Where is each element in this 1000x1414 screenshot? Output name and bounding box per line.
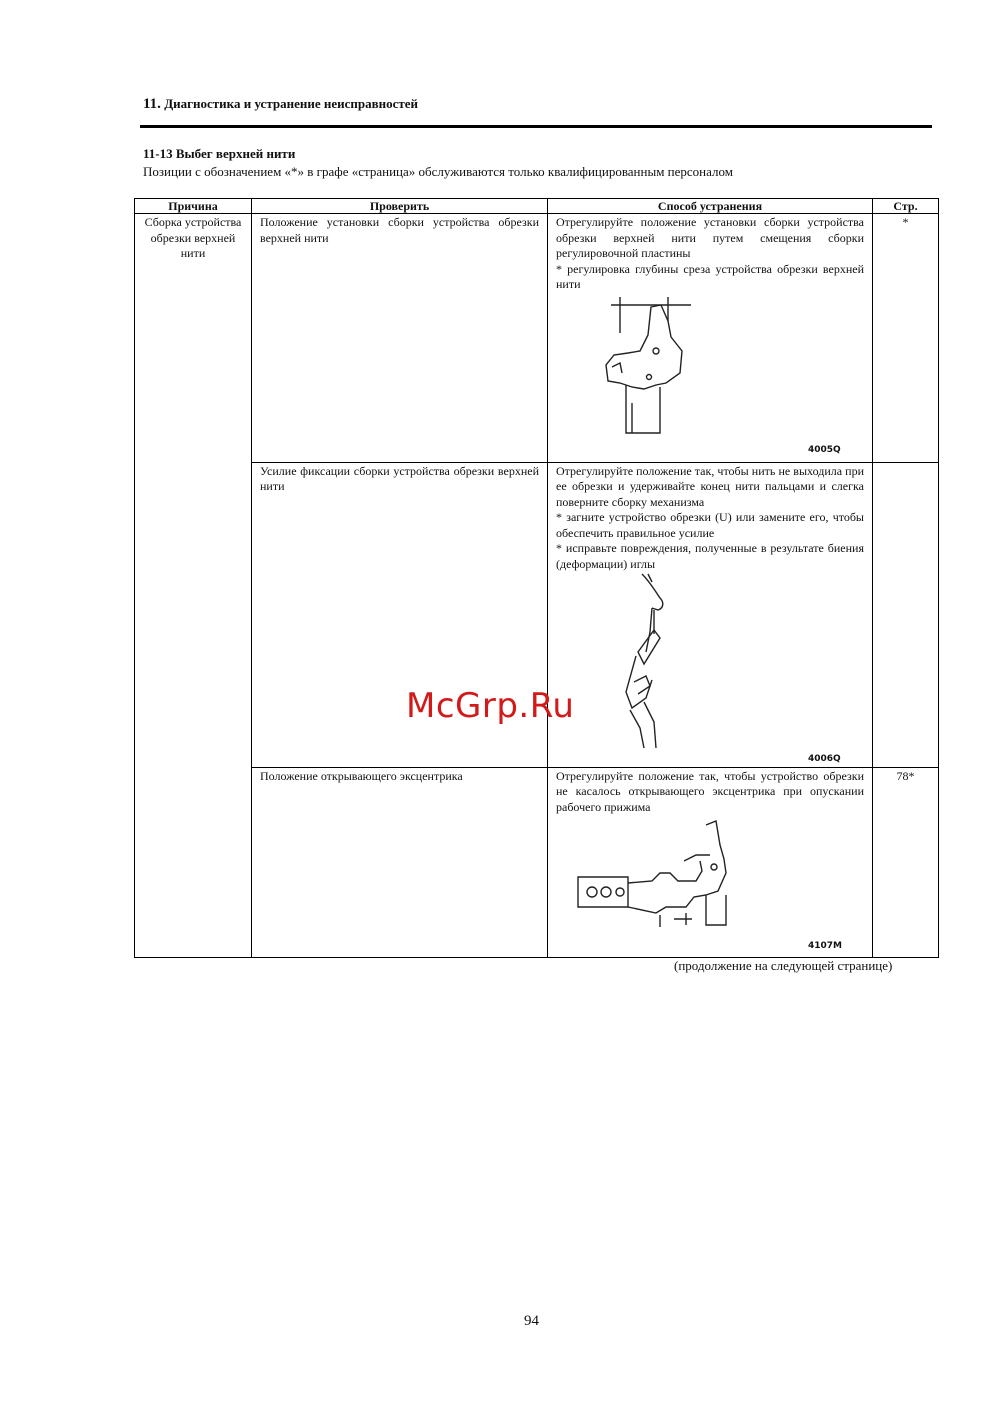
col-header-page: Стр. [873,199,939,214]
figure-label: 4006Q [808,754,841,764]
thread-trimmer-illustration [556,293,865,443]
col-header-remedy: Способ устранения [548,199,873,214]
figure-label: 4107M [808,941,843,951]
remedy-note: * загните устройство обрезки (U) или замените его, чтобы обеспечить правильное усилие [556,510,864,540]
remedy-cell [548,767,873,957]
figure-thread-holding [556,572,864,764]
troubleshooting-table [134,198,939,958]
remedy-text: Отрегулируйте положение так, чтобы нить не выходила при ее обрезки и удерживайте конец нити пальцами и слегка поверните сборку механизма [556,463,864,509]
remedy-note: * исправьте повреждения, полученные в результате биения (деформации) иглы [556,541,864,571]
section-title: 11-13 Выбег верхней нити [143,146,296,161]
remedy-cell [548,462,873,767]
header-rule [140,125,932,128]
page-cell: * [873,214,939,463]
chapter-number: 11. [143,96,161,112]
section-note: Позиции с обозначением «*» в графе «страница» обслуживаются только квалифицированным персоналом [143,164,733,179]
cause-cell: Сборка устройства обрезки верхней нити [135,214,252,958]
col-header-cause: Причина [135,199,252,214]
chapter-title: Диагностика и устранение неисправностей [164,96,419,111]
table-row [135,767,939,957]
check-cell: Положение открывающего эксцентрика [252,767,548,957]
figure-opening-cam [556,815,864,955]
remedy-text: Отрегулируйте положение так, чтобы устройство обрезки не касалось открывающего эксцентрика при опускании рабочего прижима [556,768,864,814]
continue-note: (продолжение на следующей странице) [674,958,893,973]
remedy-note: * регулировка глубины среза устройства обрезки верхней нити [556,261,864,291]
table-row [135,214,939,463]
remedy-text: Отрегулируйте положение установки сборки устройства обрезки верхней нити путем смещения сборки регулировочной пластины [556,215,864,260]
page-cell [873,462,939,767]
check-cell: Положение установки сборки устройства обрезки верхней нити [252,214,548,463]
chapter-header [143,96,418,113]
opening-cam-illustration [556,815,865,941]
page-number: 94 [524,1313,539,1329]
check-cell: Усилие фиксации сборки устройства обрезки верхней нити [252,462,548,767]
remedy-cell [548,214,873,463]
col-header-check: Проверить [252,199,548,214]
page-cell: 78* [873,767,939,957]
table-header-row [135,199,939,214]
thread-holding-illustration [556,572,865,752]
figure-label: 4005Q [808,444,841,455]
watermark: McGrp.Ru [406,686,575,726]
figure-thread-trimmer-position [556,293,864,461]
